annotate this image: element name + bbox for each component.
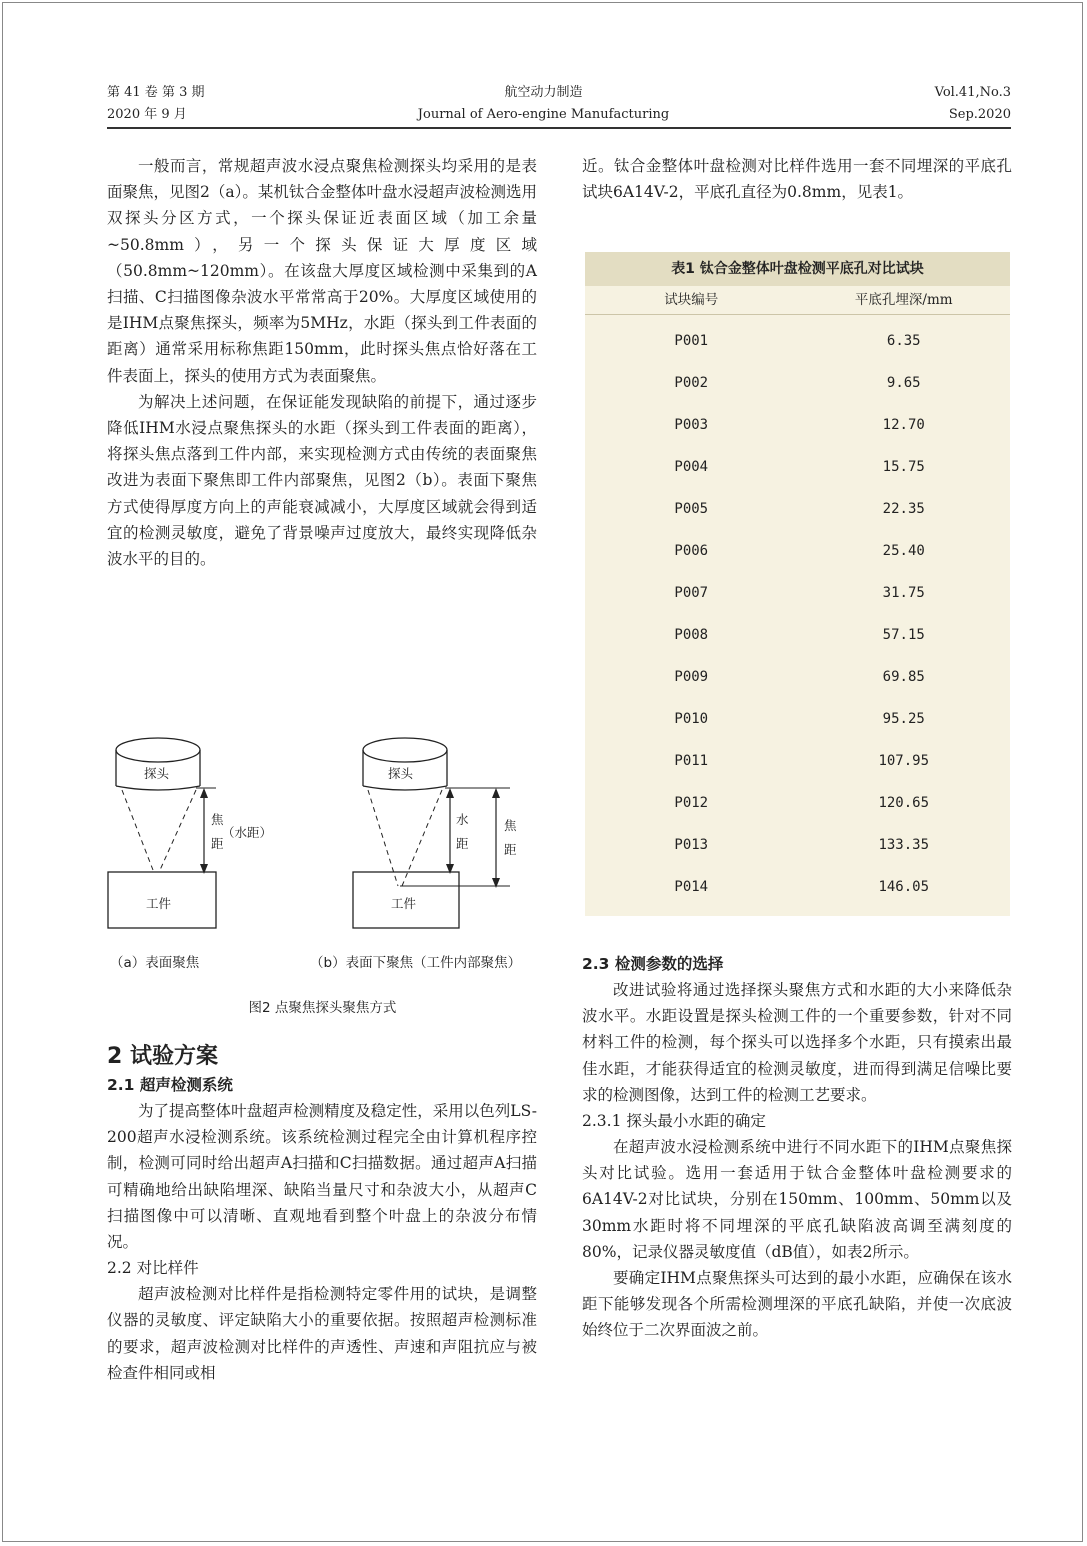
paragraph: 要确定IHM点聚焦探头可达到的最小水距，应确保在该水距下能够发现各个所需检测埋深的平底孔缺陷，并使一次底波始终位于二次界面波之前。 [582,1269,1012,1340]
workpiece-label-a: 工件 [146,896,172,911]
table-cell: 69.85 [882,669,925,685]
table-cell: P013 [674,837,709,853]
focal-label-a: 焦 [211,812,224,827]
table-cell: P007 [674,585,709,601]
table-cell: 107.95 [878,753,930,769]
column-header: 平底孔埋深/mm [854,292,953,308]
date-en: Sep.2020 [948,107,1011,122]
focal-label-b1: 焦 [504,818,517,833]
table-1 [585,252,1010,916]
table-row [585,371,1010,413]
table-cell: P002 [674,375,709,391]
subsection-heading: 2.1 超声检测系统 [107,1076,233,1094]
table-cell: 12.70 [882,417,925,433]
figure-caption-a: （a）表面聚焦 [110,955,200,971]
table-row [585,875,1010,917]
figure-caption-b: （b）表面下聚焦（工件内部聚焦） [310,955,522,971]
table-cell: P014 [674,879,709,895]
table-cell: P005 [674,501,709,517]
workpiece-label-b: 工件 [391,896,417,911]
column-header: 试块编号 [664,292,719,308]
focal-label-a2: 距 [211,836,224,851]
volume-en: Vol.41,No.3 [934,85,1011,100]
table-row [585,539,1010,581]
table-cell: 22.35 [882,501,925,517]
table-row [585,707,1010,749]
table-cell: P011 [674,753,709,769]
table-cell: P010 [674,711,709,727]
subsection-heading: 2.3.1 探头最小水距的确定 [582,1112,766,1131]
water-label-b1: 水 [456,812,469,827]
table-cell: P003 [674,417,709,433]
paragraph: 近。钛合金整体叶盘检测对比样件选用一套不同埋深的平底孔试块6A14V-2，平底孔直径为0.8mm，见表1。 [582,157,1012,202]
figure-title: 图2 点聚焦探头聚焦方式 [248,1000,397,1016]
table-row [585,497,1010,539]
table-cell: P012 [674,795,709,811]
paragraph: 超声波检测对比样件是指检测特定零件用的试块，是调整仪器的灵敏度、评定缺陷大小的重要依据。按照超声检测标准的要求，超声波检测对比样件的声透性、声速和声阻抗应与被检查件相同或相 [107,1285,537,1382]
table-cell: 95.25 [882,711,925,727]
table-cell: P004 [674,459,709,475]
table-row [585,833,1010,875]
water-label-a: （水距） [222,825,273,840]
table-cell: 9.65 [886,375,921,391]
subsection-heading: 2.2 对比样件 [107,1259,199,1278]
table-header [585,286,1010,315]
table-cell: 120.65 [878,795,930,811]
paragraph: 一般而言，常规超声波水浸点聚焦检测探头均采用的是表面聚焦，见图2（a）。某机钛合金整体叶盘水浸超声波检测选用双探头分区方式，一个探头保证近表面区域（加工余量~50.8mm），另一个探头保证大厚度区域（50.8mm~120mm）。在该盘大厚度区域检测中采集到的A扫描、C扫描图像杂波水平常常高于20%。大厚度区域使用的是IHM点聚焦探头，频率为5MHz，水距（探头到工件表面的距离）通常采用标称焦距150mm，此时探头焦点恰好落在工件表面上，探头的使用方式为表面聚焦。 [107,157,537,385]
table-cell: 57.15 [882,627,925,643]
water-label-b2: 距 [456,836,469,851]
table-cell: 25.40 [882,543,925,559]
table-cell: 6.35 [886,333,921,349]
table-cell: P006 [674,543,709,559]
table-row [585,455,1010,497]
table-cell: 31.75 [882,585,925,601]
paragraph: 为了提高整体叶盘超声检测精度及稳定性，采用以色列LS-200超声水浸检测系统。该系统检测过程完全由计算机程序控制，检测可同时给出超声A扫描和C扫描数据。通过超声A扫描可精确地给出缺陷埋深、缺陷当量尺寸和杂波大小，从超声C扫描图像中可以清晰、直观地看到整个叶盘上的杂波分布情况。 [107,1102,537,1252]
left-column-upper [107,153,537,572]
table-row [585,329,1010,371]
table-row [585,581,1010,623]
table-cell: P001 [674,333,709,349]
focal-label-b2: 距 [504,842,517,857]
table-row [585,623,1010,665]
table-row [585,665,1010,707]
paragraph: 为解决上述问题，在保证能发现缺陷的前提下，通过逐步降低IHM水浸点聚焦探头的水距（探头到工件表面的距离），将探头焦点落到工件内部，来实现检测方式由传统的表面聚焦改进为表面下聚焦即工件内部聚焦，见图2（b）。表面下聚焦方式使得厚度方向上的声能衰减减小，大厚度区域就会得到适宜的检测灵敏度，避免了背景噪声过度放大，最终实现降低杂波水平的目的。 [107,392,537,569]
section-heading: 2 试验方案 [107,1044,218,1069]
journal-title-en: Journal of Aero-engine Manufacturing [417,107,670,122]
table-row [585,791,1010,833]
right-column-lower [582,951,1012,1344]
probe-label-b: 探头 [388,766,414,781]
paragraph: 改进试验将通过选择探头聚焦方式和水距的大小来降低杂波水平。水距设置是探头检测工件的一个重要参数，针对不同材料工件的检测，每个探头可以选择多个水距，只有摸索出最佳水距，才能获得适宜的检测灵敏度，进而得到满足信噪比要求的检测图像，达到工件的检测工艺要求。 [582,981,1012,1104]
left-column-lower [107,1042,537,1386]
table-cell: 133.35 [878,837,930,853]
right-column-upper [582,153,1012,205]
paragraph: 在超声波水浸检测系统中进行不同水距下的IHM点聚焦探头对比试验。选用一套适用于钛合金整体叶盘检测要求的6A14V-2对比试块，分别在150mm、100mm、50mm以及30mm水距时将不同埋深的平底孔缺陷波高调至满刻度的80%，记录仪器灵敏度值（dB值），如表2所示。 [582,1138,1012,1261]
table-title: 表1 钛合金整体叶盘检测平底孔对比试块 [585,252,1010,286]
figure-2 [100,728,550,988]
header-rule [107,127,1011,129]
journal-title-cn: 航空动力制造 [504,85,583,100]
table-cell: P009 [674,669,709,685]
table-row [585,749,1010,791]
table-cell: P008 [674,627,709,643]
probe-label-a: 探头 [144,766,170,781]
volume-cn: 第 41 卷 第 3 期 [107,85,205,100]
subsection-heading: 2.3 检测参数的选择 [582,955,724,973]
date-cn: 2020 年 9 月 [107,107,187,122]
table-cell: 146.05 [878,879,930,895]
table-cell: 15.75 [882,459,925,475]
table-body [585,315,1010,917]
table-row [585,413,1010,455]
